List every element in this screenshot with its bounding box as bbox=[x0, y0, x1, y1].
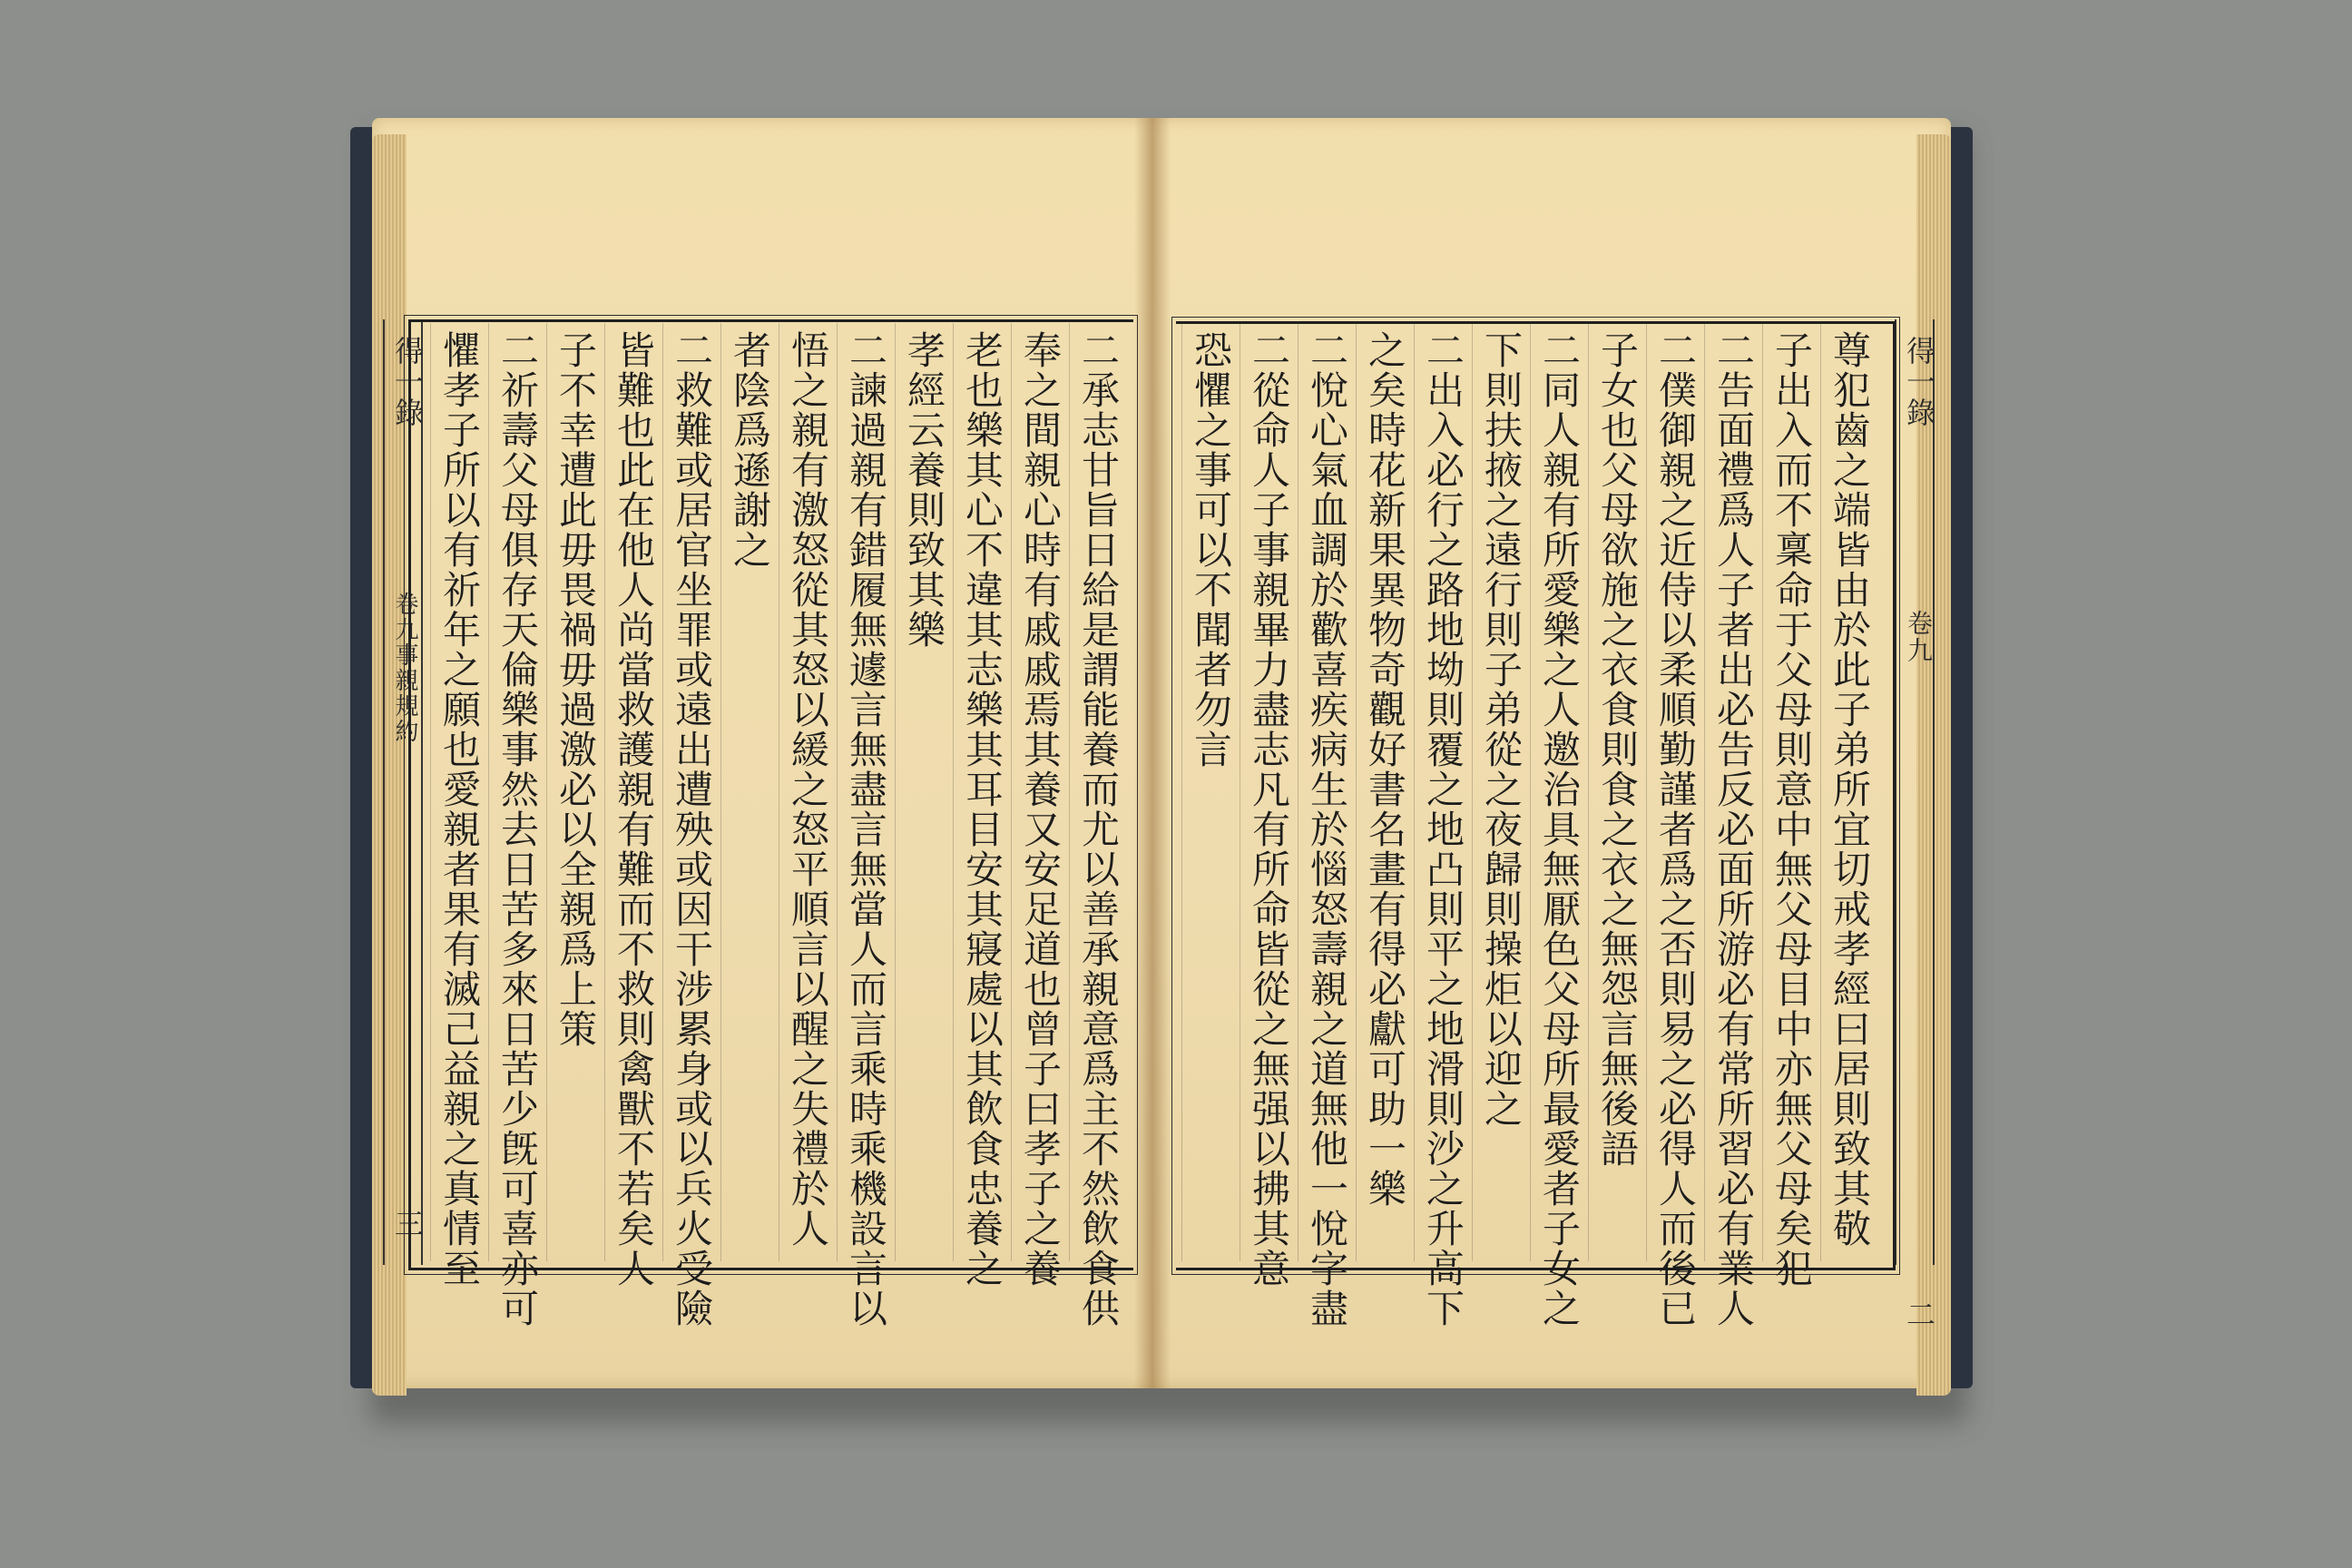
left-column-rule bbox=[488, 323, 489, 1261]
left-column-rule bbox=[546, 323, 547, 1261]
left-text-column: 二諫過親有錯履無遽言無盡言無當人而言乘時乘機設言以 bbox=[844, 330, 888, 1328]
right-text-column: 恐懼之事可以不聞者勿言 bbox=[1189, 330, 1233, 769]
right-column-rule bbox=[1356, 323, 1357, 1261]
left-column-rule bbox=[662, 323, 663, 1261]
left-column-rule bbox=[1069, 323, 1070, 1261]
left-text-column: 懼孝子所以有祈年之願也愛親者果有滅己益親之真情至 bbox=[437, 330, 482, 1289]
right-column-rule bbox=[1472, 323, 1473, 1261]
left-column-rule bbox=[1011, 323, 1012, 1261]
right-column-rule bbox=[1762, 323, 1763, 1261]
right-column-rule bbox=[1414, 323, 1415, 1261]
left-text-column: 者陰爲遜謝之 bbox=[728, 330, 772, 570]
left-column-rule bbox=[837, 323, 838, 1261]
open-book bbox=[363, 109, 1960, 1397]
left-margin-title: 得一錄 bbox=[390, 336, 425, 428]
left-text-column: 悟之親有激怒從其怒以緩之怒平順言以醒之失禮於人 bbox=[786, 330, 830, 1249]
right-text-column: 二告面禮爲人子者出必告反必面所游必有常所習必有業人 bbox=[1711, 330, 1756, 1328]
right-text-column: 二從命人子事親畢力盡志凡有所命皆從之無强以拂其意 bbox=[1247, 330, 1291, 1289]
right-margin-title: 得一錄 bbox=[1902, 336, 1936, 428]
left-page-number: 三 bbox=[390, 1209, 425, 1240]
right-text-column: 尊犯齒之端皆由於此子弟所宜切戒孝經曰居則致其敬 bbox=[1828, 330, 1872, 1249]
right-page-number: 二 bbox=[1902, 1299, 1936, 1330]
right-text-column: 子女也父母欲施之衣食則食之衣之無怨言無後語 bbox=[1595, 330, 1640, 1169]
right-text-column: 二僕御親之近侍以柔順勤謹者爲之否則易之必得人而後已 bbox=[1653, 330, 1698, 1328]
left-text-column: 孝經云養則致其樂 bbox=[902, 330, 946, 650]
right-column-rule bbox=[1530, 323, 1531, 1261]
left-column-rule bbox=[430, 323, 431, 1261]
left-text-column: 二承志甘旨日給是謂能養而尤以善承親意爲主不然飲食供 bbox=[1076, 330, 1121, 1328]
right-column-rule bbox=[1181, 323, 1182, 1261]
right-column-rule bbox=[1704, 323, 1705, 1261]
book-gutter bbox=[1134, 118, 1171, 1388]
left-text-column: 二救難或居官坐罪或遠出遭殃或因干涉累身或以兵火受險 bbox=[670, 330, 714, 1328]
right-text-column: 二出入必行之路地坳則覆之地凸則平之地滑則沙之升高下 bbox=[1421, 330, 1465, 1328]
right-margin-volume: 卷九 bbox=[1904, 610, 1934, 664]
right-text-column: 二悅心氣血調於歡喜疾病生於惱怒壽親之道無他一悅字盡 bbox=[1305, 330, 1349, 1328]
left-text-column: 二祈壽父母俱存天倫樂事然去日苦多來日苦少旣可喜亦可 bbox=[495, 330, 540, 1328]
left-column-rule bbox=[720, 323, 721, 1261]
left-text-column: 子不幸遭此毋畏禍毋過激必以全親爲上策 bbox=[554, 330, 598, 1049]
left-text-column: 皆難也此在他人尚當救護親有難而不救則禽獸不若矣人 bbox=[612, 330, 656, 1289]
right-text-column: 下則扶掖之遠行則子弟從之夜歸則操炬以迎之 bbox=[1479, 330, 1524, 1129]
right-column-rule bbox=[1646, 323, 1647, 1261]
right-text-column: 二同人親有所愛樂之人邀治具無厭色父母所最愛者子女之 bbox=[1537, 330, 1582, 1328]
left-text-column: 奉之間親心時有戚戚焉其養又安足道也曾子曰孝子之養 bbox=[1018, 330, 1063, 1289]
right-page bbox=[1152, 118, 1951, 1388]
right-text-column: 子出入而不稟命于父母則意中無父母目中亦無父母矣犯 bbox=[1769, 330, 1814, 1289]
left-column-rule bbox=[604, 323, 605, 1261]
right-column-rule bbox=[1588, 323, 1589, 1261]
left-page bbox=[372, 118, 1152, 1388]
left-margin-volume: 卷九事親規約 bbox=[391, 592, 418, 744]
right-page-center-column bbox=[1895, 319, 1936, 1330]
left-column-rule bbox=[895, 323, 896, 1261]
right-text-column: 之矣時花新果異物奇觀好書名畫有得必獻可助一樂 bbox=[1363, 330, 1407, 1209]
left-text-column: 老也樂其心不違其志樂其耳目安其寢處以其飲食忠養之 bbox=[960, 330, 1004, 1289]
left-column-rule bbox=[953, 323, 954, 1261]
right-column-rule bbox=[1820, 323, 1821, 1261]
